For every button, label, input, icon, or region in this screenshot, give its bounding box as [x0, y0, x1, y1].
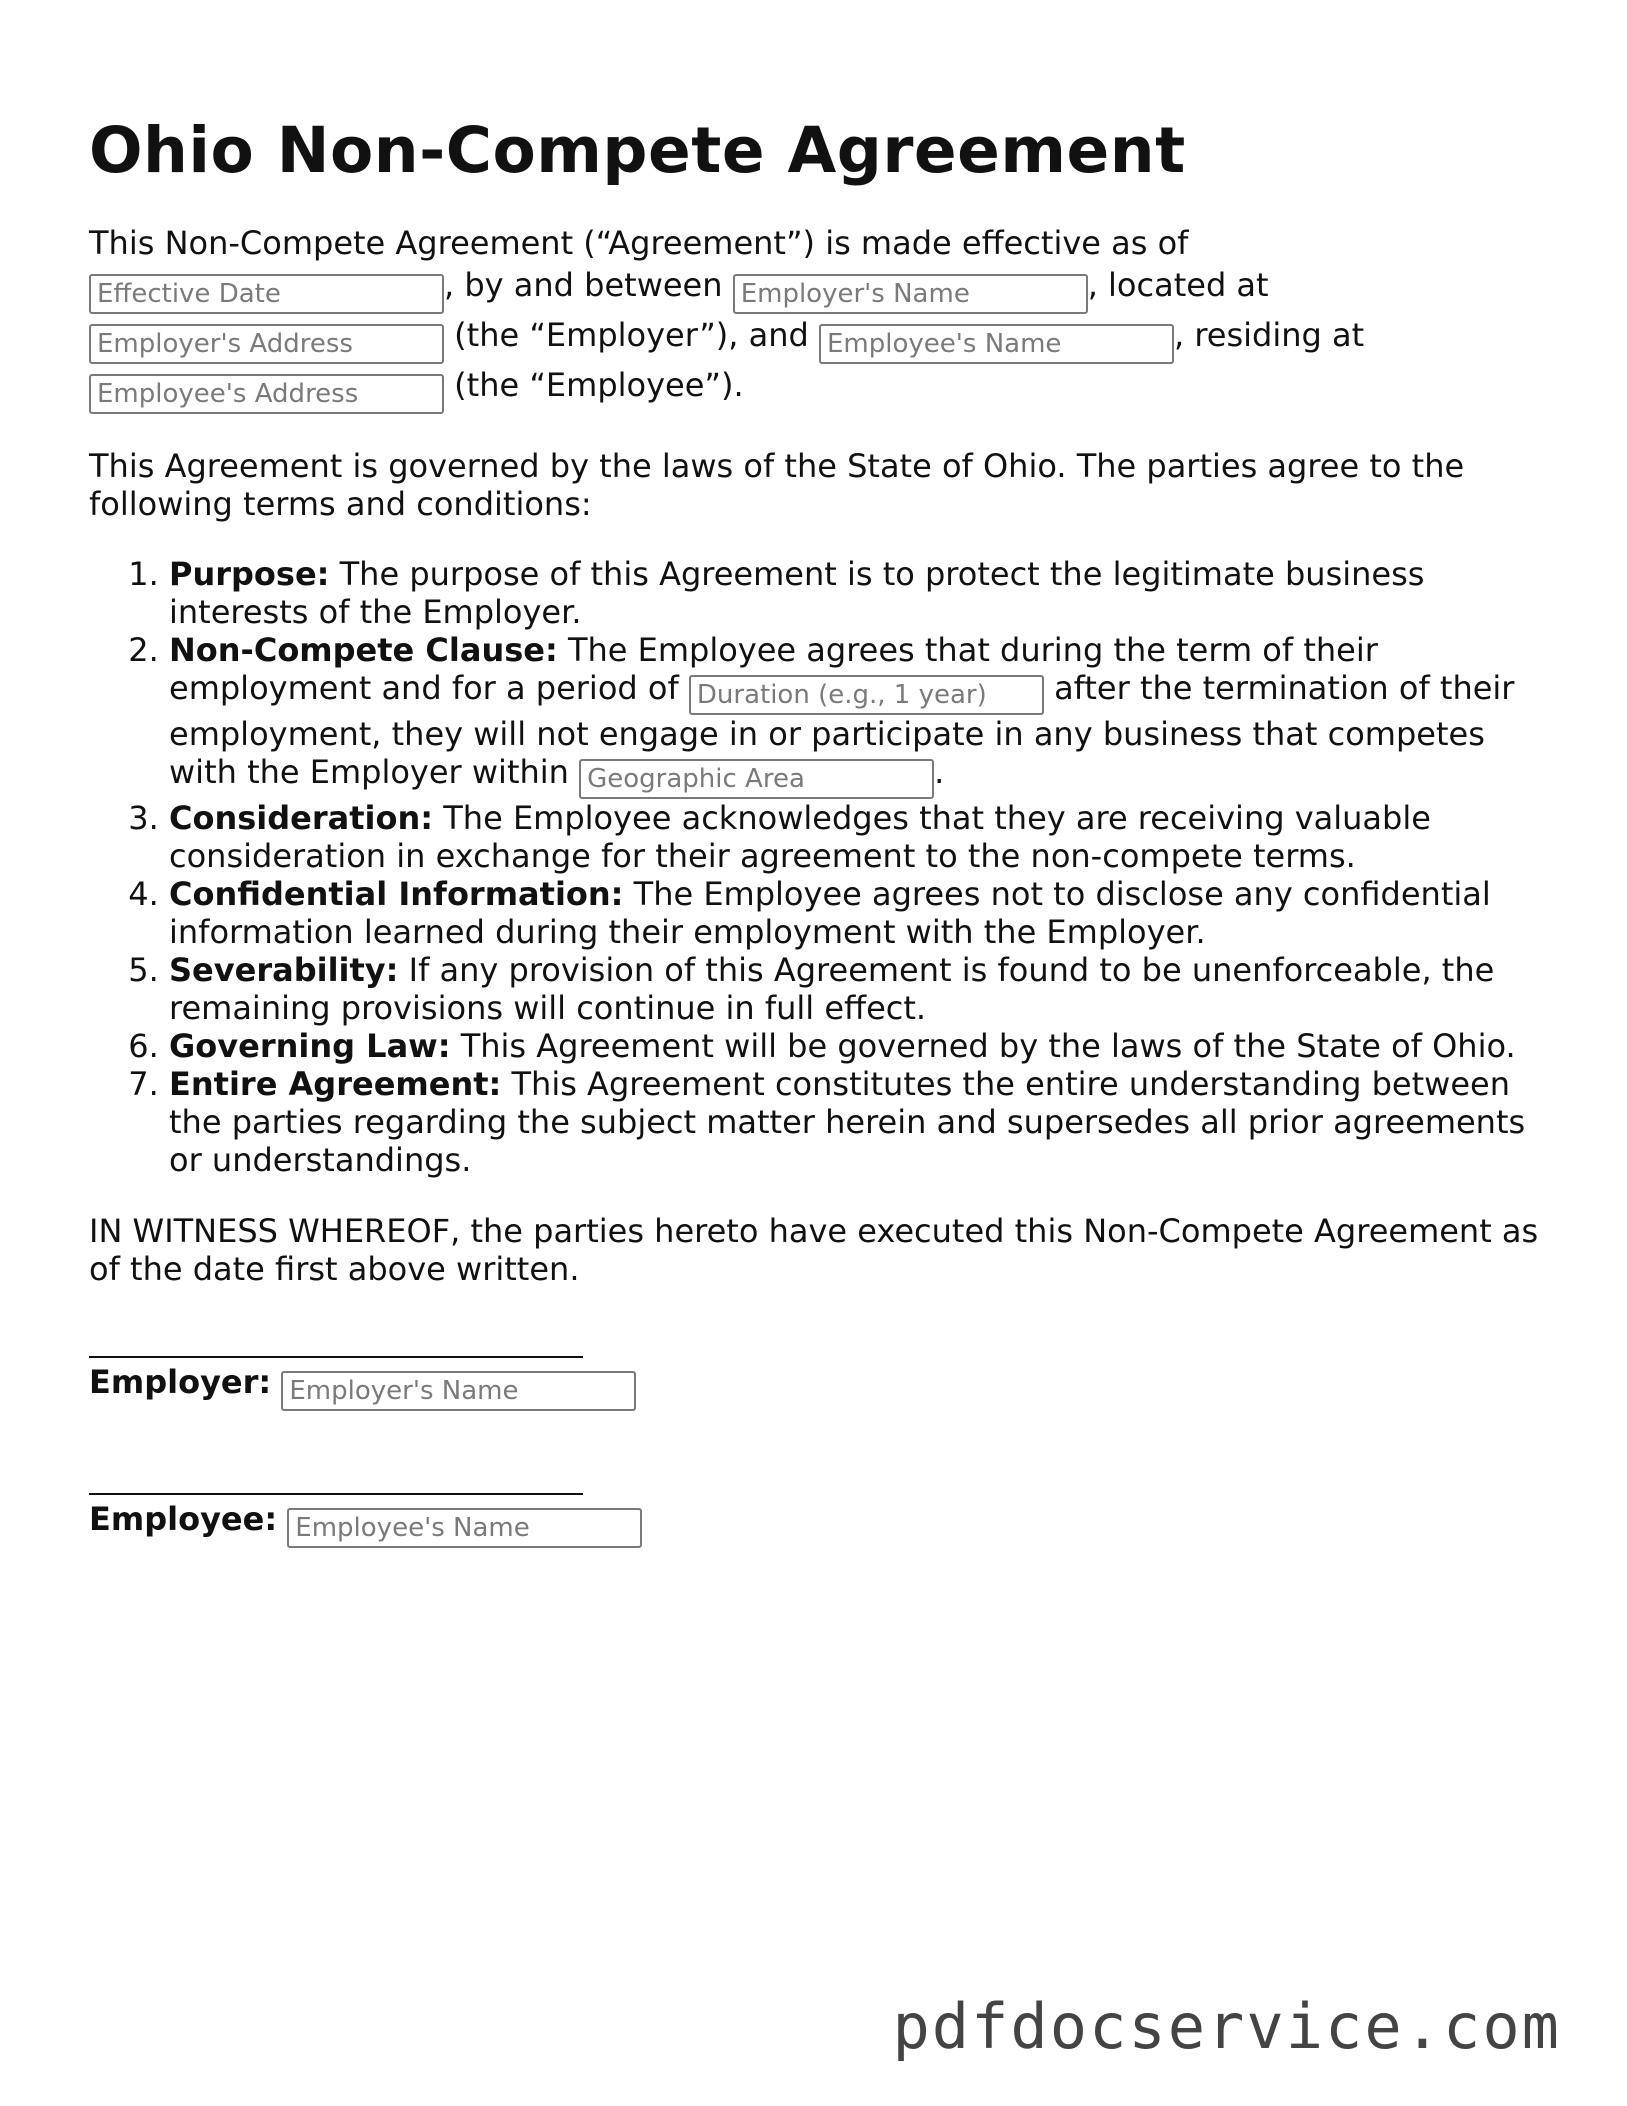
term-item-non-compete	[169, 631, 1549, 799]
employer-name-field[interactable]	[733, 274, 1088, 314]
intro-text-3: , located at	[1087, 266, 1269, 304]
term-heading: Consideration:	[169, 799, 434, 837]
term-text: The Employee agrees not to disclose any confidential information learned during their employment with the Employer.	[169, 875, 1491, 951]
term-item-consideration	[169, 799, 1549, 875]
employer-address-field[interactable]	[89, 324, 444, 364]
term-text: If any provision of this Agreement is found to be unenforceable, the remaining provisions will continue in full effect.	[169, 951, 1495, 1027]
intro-text-6: (the “Employee”).	[454, 366, 744, 404]
term-text: The Employee agrees that during the term of their employment and for a period of	[169, 631, 1378, 707]
term-item-governing-law	[169, 1027, 1549, 1065]
intro-text-1: This Non-Compete Agreement (“Agreement”) is made effective as of	[89, 224, 1189, 262]
term-text: after the termination of their employment, they will not engage in or participate in any business that competes with the Employer within	[169, 669, 1515, 791]
employer-signature-name-field[interactable]	[281, 1371, 636, 1411]
duration-field[interactable]	[689, 675, 1044, 715]
employee-signature-line	[89, 1471, 583, 1495]
term-item-purpose	[169, 555, 1549, 631]
term-heading: Non-Compete Clause:	[169, 631, 558, 669]
employee-address-field[interactable]	[89, 374, 444, 414]
term-heading: Confidential Information:	[169, 875, 624, 913]
employer-signature-label: Employer:	[89, 1363, 272, 1401]
effective-date-field[interactable]	[89, 274, 444, 314]
employee-signature-name-field[interactable]	[287, 1508, 642, 1548]
terms-list	[89, 555, 1549, 1179]
employee-signature-block	[89, 1471, 1549, 1548]
term-item-severability	[169, 951, 1549, 1027]
governing-paragraph: This Agreement is governed by the laws of the State of Ohio. The parties agree to the following terms and conditions:	[89, 447, 1465, 523]
geographic-area-field[interactable]	[579, 759, 934, 799]
intro-paragraph	[89, 222, 1549, 414]
employee-name-field[interactable]	[819, 324, 1174, 364]
employer-signature-block	[89, 1334, 1549, 1411]
term-text: The Employee acknowledges that they are receiving valuable consideration in exchange for their agreement to the non-compete terms.	[169, 799, 1431, 875]
intro-text-4: (the “Employer”), and	[454, 316, 809, 354]
term-text: The purpose of this Agreement is to protect the legitimate business interests of the Employer.	[169, 555, 1425, 631]
document-page	[89, 110, 1549, 1548]
intro-text-2: , by and between	[444, 266, 723, 304]
term-heading: Purpose:	[169, 555, 330, 593]
term-heading: Governing Law:	[169, 1027, 451, 1065]
term-heading: Severability:	[169, 951, 399, 989]
term-item-confidential	[169, 875, 1549, 951]
employee-signature-row	[89, 1497, 1549, 1548]
document-title: Ohio Non-Compete Agreement	[89, 114, 1186, 187]
employee-signature-label: Employee:	[89, 1500, 278, 1538]
watermark-text: pdfdocservice.com	[892, 1990, 1561, 2063]
term-item-entire-agreement	[169, 1065, 1549, 1179]
term-heading: Entire Agreement:	[169, 1065, 502, 1103]
term-text: This Agreement constitutes the entire understanding between the parties regarding the subject matter herein and supersedes all prior agreements or understandings.	[169, 1065, 1526, 1179]
term-text: This Agreement will be governed by the laws of the State of Ohio.	[450, 1027, 1516, 1065]
intro-text-5: , residing at	[1174, 316, 1365, 354]
term-text: .	[934, 753, 945, 791]
employer-signature-row	[89, 1360, 1549, 1411]
witness-paragraph: IN WITNESS WHEREOF, the parties hereto have executed this Non-Compete Agreement as of the date first above written.	[89, 1212, 1539, 1288]
employer-signature-line	[89, 1334, 583, 1358]
